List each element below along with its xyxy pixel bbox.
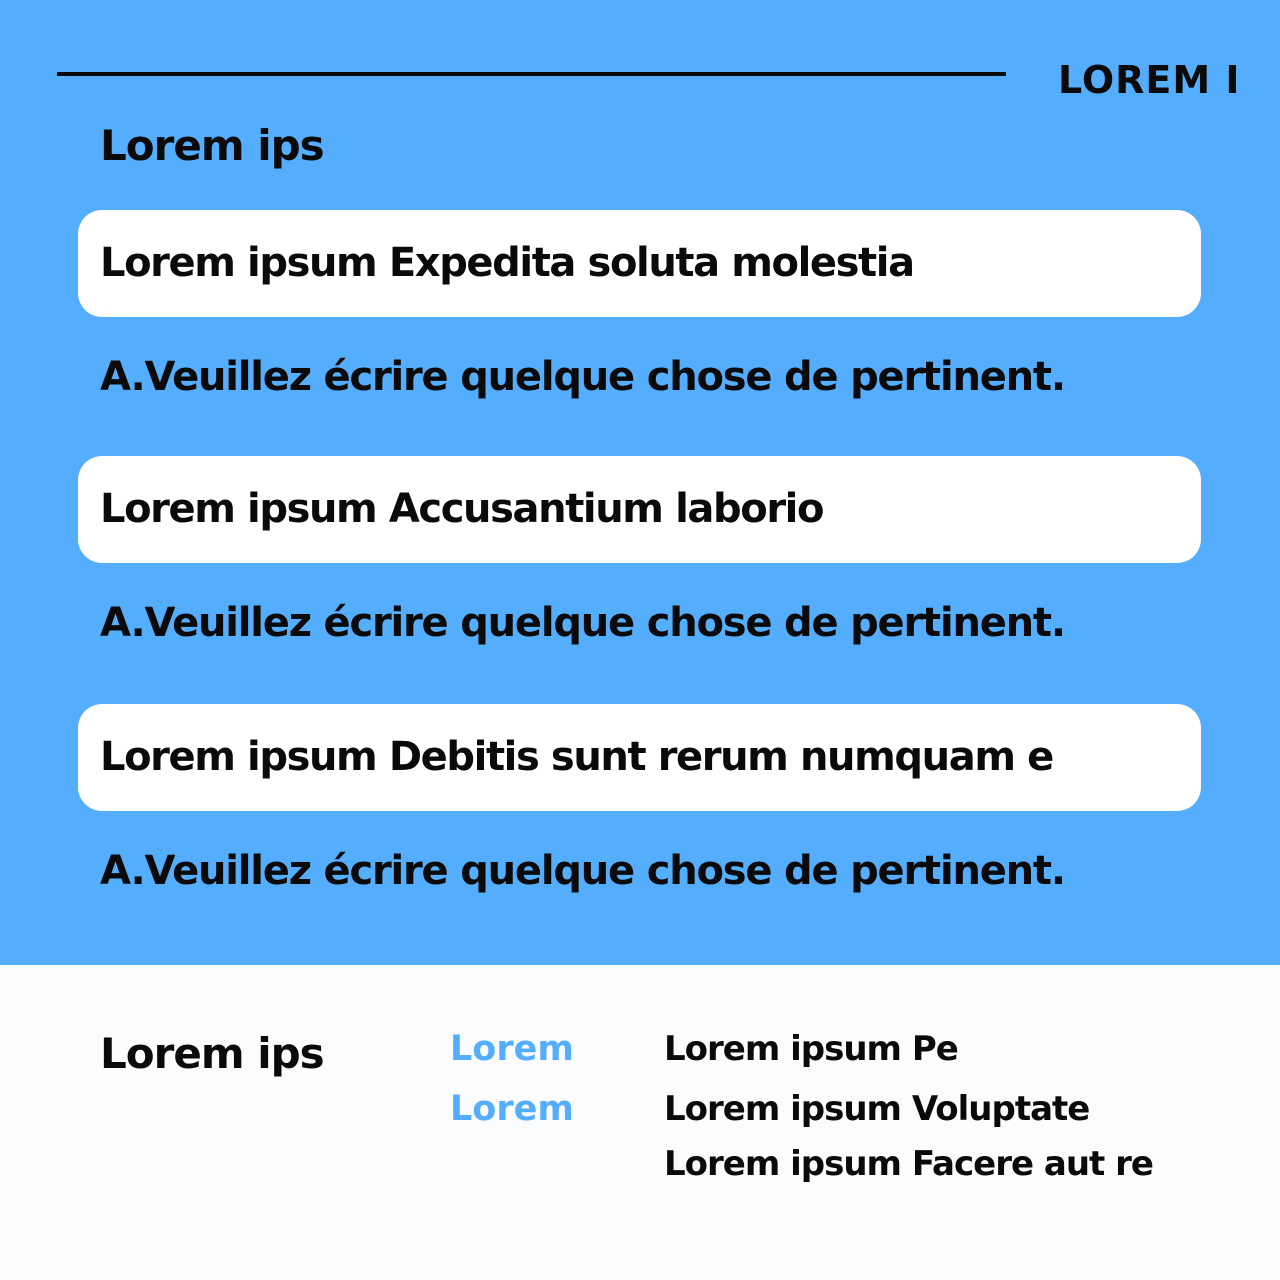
- header-divider: [57, 72, 1006, 76]
- topic-card-text: Lorem ipsum Debitis sunt rerum numquam e: [100, 734, 1053, 780]
- footer-item-2: Lorem ipsum Voluptate: [664, 1089, 1090, 1129]
- topic-card-text: Lorem ipsum Accusantium laborio: [100, 486, 824, 532]
- topic-card-1: [78, 210, 1201, 317]
- footer-heading: Lorem ips: [100, 1029, 324, 1078]
- section-heading: Lorem ips: [100, 121, 324, 170]
- topic-card-text: Lorem ipsum Expedita soluta molestia: [100, 240, 914, 286]
- topic-note-1: A.Veuillez écrire quelque chose de pertinent.: [100, 354, 1065, 400]
- topic-card-3: [78, 704, 1201, 811]
- topic-note-2: A.Veuillez écrire quelque chose de pertinent.: [100, 600, 1065, 646]
- footer-label-1: Lorem: [450, 1029, 574, 1069]
- footer-item-3: Lorem ipsum Facere aut re: [664, 1144, 1153, 1184]
- brand-title: LOREM I: [1058, 58, 1241, 102]
- topic-card-2: [78, 456, 1201, 563]
- footer-item-1: Lorem ipsum Pe: [664, 1029, 958, 1069]
- topic-note-3: A.Veuillez écrire quelque chose de pertinent.: [100, 848, 1065, 894]
- footer-label-2: Lorem: [450, 1089, 574, 1129]
